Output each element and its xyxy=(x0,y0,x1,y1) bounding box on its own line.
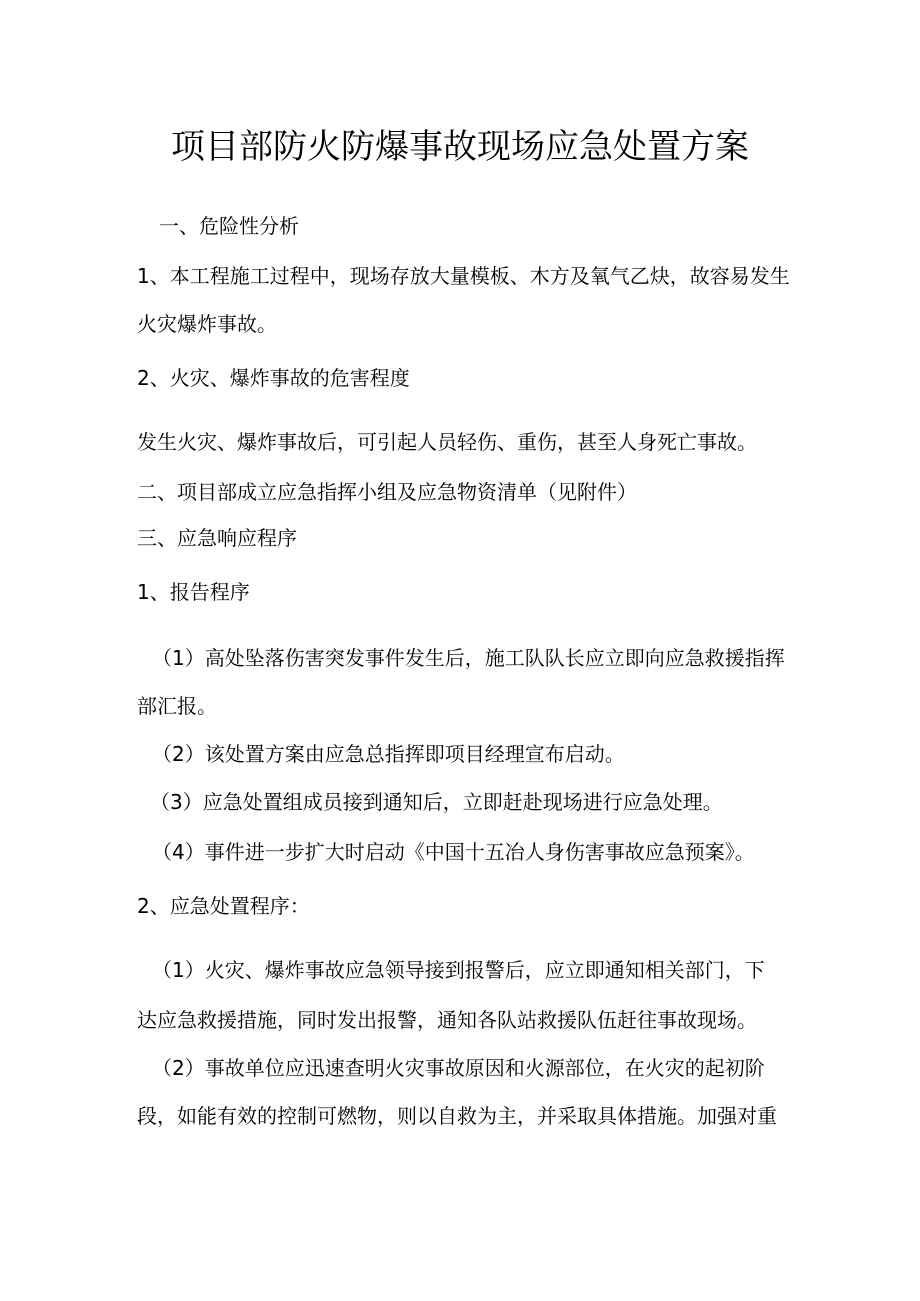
section-heading-command-group: 二、项目部成立应急指挥小组及应急物资清单（见附件） xyxy=(137,480,637,504)
section-heading-hazard-analysis: 一、危险性分析 xyxy=(159,214,299,238)
paragraph-line: 火灾爆炸事故。 xyxy=(137,312,277,336)
list-item-line: （1）高处坠落伤害突发事件发生后，施工队队长应立即向应急救援指挥 xyxy=(152,646,785,670)
list-item-line: 段，如能有效的控制可燃物，则以自救为主，并采取具体措施。加强对重 xyxy=(137,1104,777,1128)
paragraph-line: 发生火灾、爆炸事故后，可引起人员轻伤、重伤，甚至人身死亡事故。 xyxy=(137,430,757,454)
list-item-line: （4）事件进一步扩大时启动《中国十五冶人身伤害事故应急预案》。 xyxy=(152,840,755,864)
list-item-line: （2）事故单位应迅速查明火灾事故原因和火源部位，在火灾的起初阶 xyxy=(152,1056,765,1080)
list-item-line: 达应急救援措施，同时发出报警，通知各队站救援队伍赶往事故现场。 xyxy=(137,1008,757,1032)
subsection-heading-report-procedure: 1、报告程序 xyxy=(137,580,250,604)
list-item-line: （2）该处置方案由应急总指挥即项目经理宣布启动。 xyxy=(152,742,625,766)
list-item-line: （1）火灾、爆炸事故应急领导接到报警后，应立即通知相关部门，下 xyxy=(152,958,765,982)
subsection-heading-disposal-procedure: 2、应急处置程序： xyxy=(137,894,310,918)
section-heading-response-procedure: 三、应急响应程序 xyxy=(137,526,297,550)
paragraph-line: 1、本工程施工过程中，现场存放大量模板、木方及氧气乙炔，故容易发生 xyxy=(137,264,790,288)
list-item-line: 部汇报。 xyxy=(137,694,217,718)
document-title: 项目部防火防爆事故现场应急处置方案 xyxy=(171,127,749,167)
list-item-line: （3）应急处置组成员接到通知后，立即赶赴现场进行应急处理。 xyxy=(150,790,723,814)
paragraph-line: 2、火灾、爆炸事故的危害程度 xyxy=(137,366,410,390)
